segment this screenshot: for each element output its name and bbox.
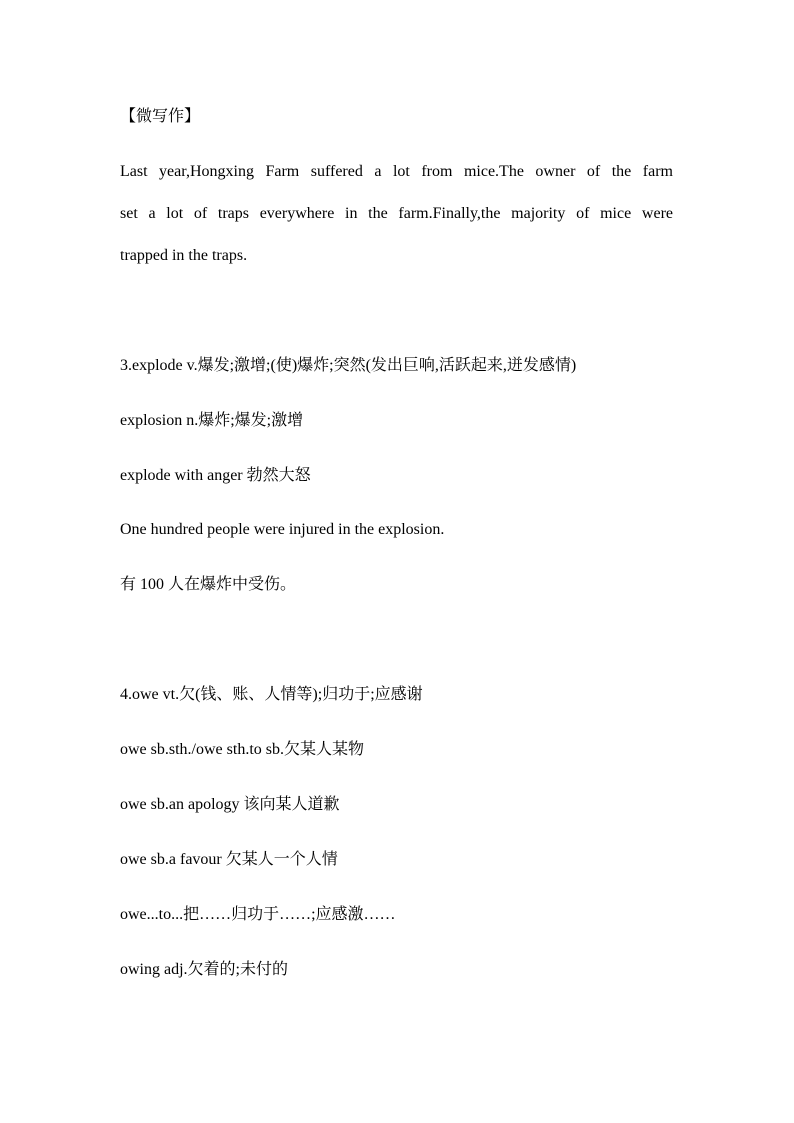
explode-entry: 3.explode v.爆发;激增;(使)爆炸;突然(发出巨响,活跃起来,迸发感情) (120, 357, 577, 374)
owe-entry: 4.owe vt.欠(钱、账、人情等);归功于;应感谢 (120, 686, 423, 703)
explode-example-sentence: One hundred people were injured in the explosion. (120, 521, 445, 538)
owe-item-owing: owing adj.欠着的;未付的 (120, 961, 288, 978)
micro-writing-line-1: Last year,Hongxing Farm suffered a lot from mice.The owner of the farm (120, 163, 673, 180)
micro-writing-heading: 【微写作】 (120, 108, 201, 125)
owe-item-owe-to: owe...to...把……归功于……;应感激…… (120, 906, 396, 923)
owe-item-favour: owe sb.a favour 欠某人一个人情 (120, 851, 338, 868)
micro-writing-line-3: trapped in the traps. (120, 247, 248, 264)
micro-writing-line-2: set a lot of traps everywhere in the farm.Finally,the majority of mice were (120, 205, 673, 222)
owe-item-sb-sth: owe sb.sth./owe sth.to sb.欠某人某物 (120, 741, 365, 758)
explode-example-translation: 有 100 人在爆炸中受伤。 (120, 576, 297, 593)
owe-item-apology: owe sb.an apology 该向某人道歉 (120, 796, 340, 813)
explode-item-explosion: explosion n.爆炸;爆发;激增 (120, 412, 304, 429)
explode-item-with-anger: explode with anger 勃然大怒 (120, 467, 311, 484)
